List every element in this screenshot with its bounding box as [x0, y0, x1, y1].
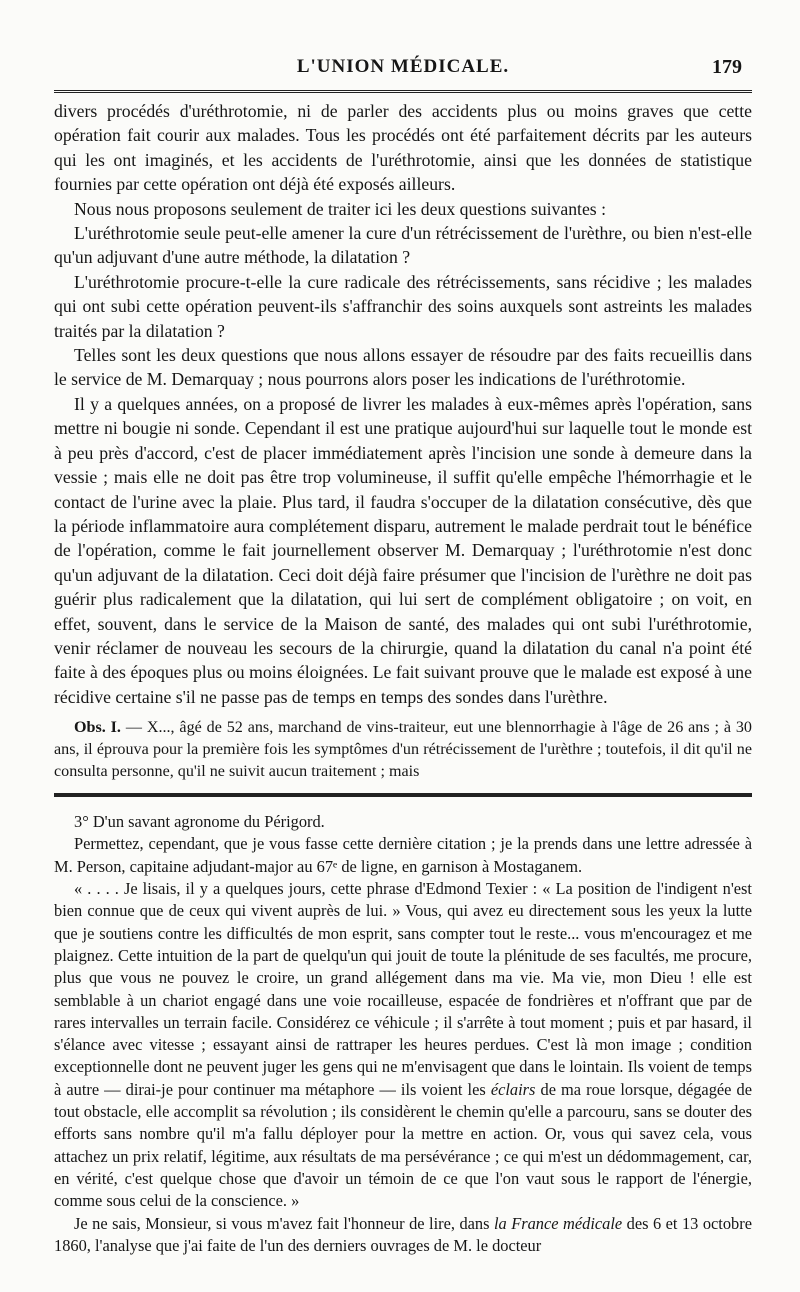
journal-title: la France médicale [493, 1213, 623, 1233]
footnote-paragraph: Permettez, cependant, que je vous fasse cette dernière citation ; je la prends dans une lettre adressée à M. Person, capitaine adjudant-major au 67ᵉ de ligne, en garnison à Mostaganem. [54, 834, 752, 876]
footnote-text: des 6 et 13 octobre 1860, l'analyse que j'ai faite de l'un des derniers ouvrages de M. le docteur [54, 1213, 752, 1255]
quote-text: « . . . . Je lisais, il y a quelques jours, cette phrase d'Edmond Texier : « La position de l'indigent n'est bien connue que de ceux qui vivent auprès de lui. » Vous, qui avez eu directement sous les yeux la lutte que je soutiens contre les difficultés de mon esprit, sans compter tout le reste... vous m'encouragez et me plaignez. Cette intuition de la part de quelqu'un qui jouit de toute la plénitude de ses facultés, me procure, plus que vous ne pouvez le croire, un grand allégement dans ma vie. Ma vie, mon Dieu ! elle est semblable à un chariot engagé dans une voie rocailleuse, espacée de fondrières et n'offrant que par de rares intervalles un terrain facile. Considérez ce véhicule ; il s'arrête à tout moment ; puis et par hasard, il s'élance avec vitesse ; essayant ainsi de rattraper les heures perdues. C'est là mon image ; condition exceptionnelle dont ne peuvent juger les gens qui ne m'envisagent que dans le lointain. Ils voient de temps à autre — dirai-je pour continuer ma métaphore — ils voient les [54, 879, 752, 1099]
observation-lead: Obs. I. [74, 719, 121, 737]
paragraph: Nous nous proposons seulement de traiter ici les deux questions suivantes : [74, 198, 607, 219]
paragraph: L'uréthrotomie procure-t-elle la cure radicale des rétrécissements, sans récidive ; les malades qui ont subi cette opération peuvent-ils s'affranchir des soins auxquels sont astreints les malades traités par la dilatation ? [54, 271, 752, 341]
page-number: 179 [712, 56, 742, 78]
paragraph: Il y a quelques années, on a proposé de livrer les malades à eux-mêmes après l'opération, sans mettre ni bougie ni sonde. Cependant il est une pratique aujourd'hui sur laquelle tout le monde est à peu près d'accord, c'est de placer immédiatement après l'incision une sonde à demeure dans la vessie ; mais elle ne doit pas être trop volumineuse, il suffit qu'elle empêche l'hémorrhagie et le contact de l'urine avec la plaie. Plus tard, il faudra s'occuper de la dilatation consécutive, dès que la période inflammatoire aura complétement disparu, autrement le malade perdrait tout le bénéfice de l'opération, comme le fait journellement observer M. Demarquay ; l'uréthrotomie n'est donc qu'un adjuvant de la dilatation. Ceci doit déjà faire présumer que l'incision de l'urèthre ne doit pas guérir plus radicalement que la dilatation, qui lui sert de complément obligatoire ; on voit, en effet, souvent, dans le service de la Maison de santé, des malades qui ont subi l'uréthrotomie, venir réclamer de nouveau les secours de la chirurgie, quand la dilatation du canal n'a point été faite à des époques plus ou moins éloignées. Le fait suivant prouve que le malade est exposé à une récidive certaine s'il ne passe pas de temps en temps des sondes dans l'urèthre. [54, 393, 752, 707]
header-rule [54, 90, 752, 93]
footnote-paragraph [54, 878, 752, 1212]
main-text [54, 99, 752, 709]
page-header [54, 56, 752, 86]
paragraph: L'uréthrotomie seule peut-elle amener la cure d'un rétrécissement de l'urèthre, ou bien n'est-elle qu'un adjuvant d'une autre méthode, la dilatation ? [54, 223, 752, 268]
quote-text: de ma roue lorsque, dégagée de tout obstacle, elle accomplit sa révolution ; ils considèrent le chemin qu'elle a parcouru, sans se douter des efforts sans nombre qu'il m'a fallu déployer pour la mettre en action. Or, vous qui savez cela, vous attachez un prix relatif, légitime, aux résultats de ma persévérance ; ce qui m'est un dédommagement, car, en vérité, c'est quelque chose que d'avoir un témoin de ce que l'on vaut sous le rapport de l'énergie, comme sous celui de la conscience. » [54, 1079, 752, 1211]
paragraph: Telles sont les deux questions que nous allons essayer de résoudre par des faits recueillis dans le service de M. Demarquay ; nous pourrons alors poser les indications de l'uréthrotomie. [54, 345, 752, 390]
footnote-separator [54, 793, 752, 797]
footnote-paragraph: 3° D'un savant agronome du Périgord. [74, 812, 325, 832]
observation-text: — X..., âgé de 52 ans, marchand de vins-traiteur, eut une blennorrhagie à l'âge de 26 ans ; à 30 ans, il éprouva pour la première fois les symptômes d'un rétrécissement de l'urèthre ; toutefois, il dit qu'il ne consulta personne, qu'il ne suivit aucun traitement ; mais [54, 719, 752, 781]
footnotes [54, 811, 752, 1257]
running-title: L'UNION MÉDICALE. [296, 56, 510, 77]
footnote-text: Je ne sais, Monsieur, si vous m'avez fait l'honneur de lire, dans [74, 1213, 494, 1233]
observation-paragraph [54, 717, 752, 783]
paragraph: divers procédés d'uréthrotomie, ni de parler des accidents plus ou moins graves que cette opération fait courir aux malades. Tous les procédés ont été parfaitement décrits par les auteurs qui les ont imaginés, et les accidents de l'uréthrotomie, ainsi que les données de statistique fournies par cette opération ont déjà été exposés ailleurs. [54, 101, 752, 195]
observation [54, 717, 752, 783]
footnote-paragraph [54, 1213, 752, 1258]
quote-emphasis: éclairs [490, 1079, 536, 1099]
